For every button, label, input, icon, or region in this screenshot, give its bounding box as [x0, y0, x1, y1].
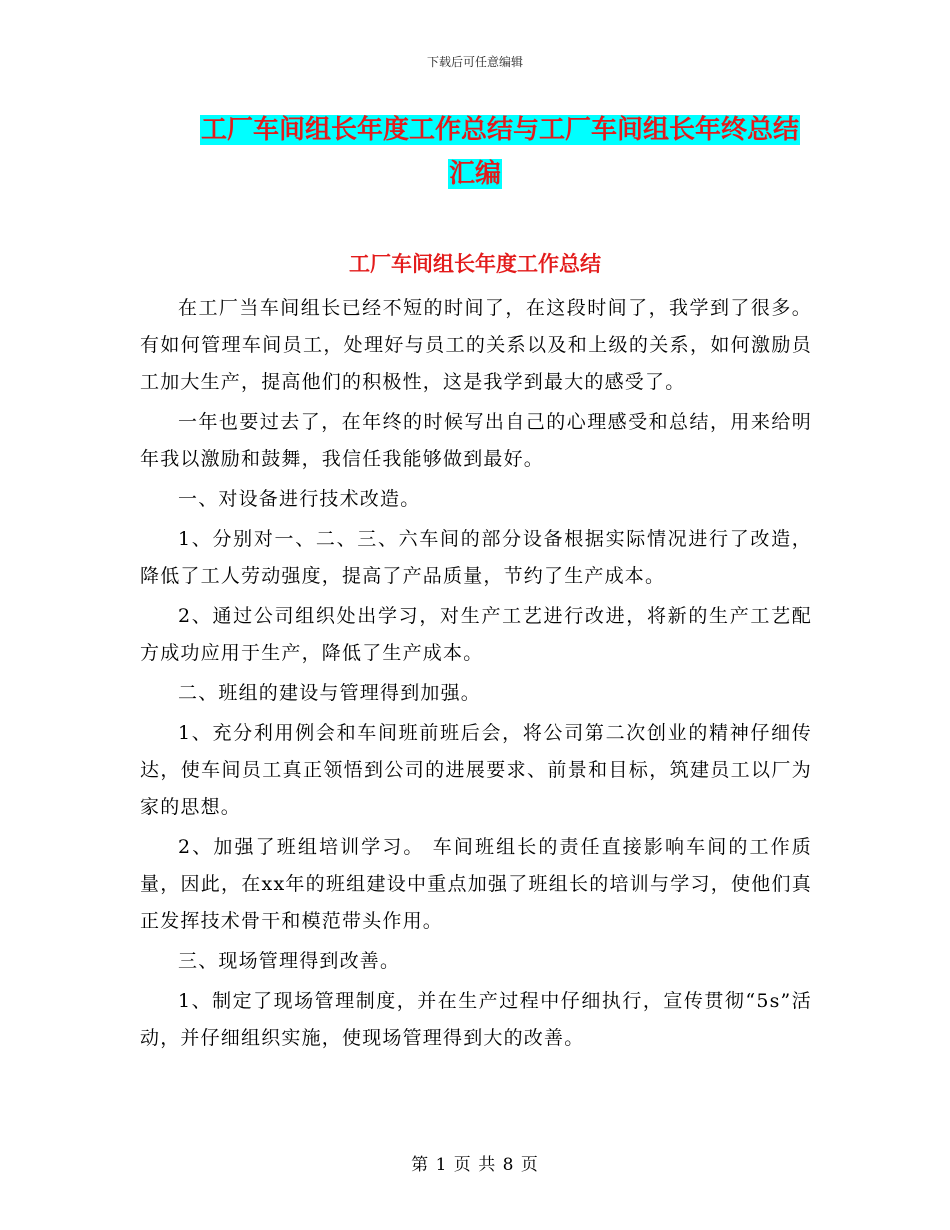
- document-title-text-2: 汇编: [448, 159, 501, 189]
- heading-section-1: 一、对设备进行技术改造。: [178, 488, 421, 510]
- paragraph-item-2-1: 1、充分利用例会和车间班前班后会，将公司第二次创业的精神仔细传达，使车间员工真正领悟到公司的进展要求、前景和目标，筑建员工以厂为家的思想。: [140, 722, 812, 818]
- page-number-footer: 第 1 页 共 8 页: [411, 1155, 539, 1175]
- heading-section-2: 二、班组的建设与管理得到加强。: [178, 682, 482, 704]
- section-title: 工厂车间组长年度工作总结: [349, 252, 601, 276]
- heading-section-3: 三、现场管理得到改善。: [178, 950, 401, 972]
- paragraph-1: 在工厂当车间组长已经不短的时间了，在这段时间了，我学到了很多。有如何管理车间员工，处理好与员工的关系以及和上级的关系，如何激励员工加大生产，提高他们的积极性，这是我学到最大的感受了。: [140, 297, 812, 393]
- document-title-line-1: [25, 115, 950, 145]
- document-body: [140, 290, 812, 1057]
- paragraph-item-1-2: 2、通过公司组织处出学习，对生产工艺进行改进，将新的生产工艺配方成功应用于生产，降低了生产成本。: [140, 605, 812, 664]
- header-note: 下载后可任意编辑: [426, 55, 523, 69]
- document-title-text-1: 工厂车间组长年度工作总结与工厂车间组长年终总结: [200, 115, 799, 145]
- paragraph-item-3-1: 1、制定了现场管理制度，并在生产过程中仔细执行，宣传贯彻“5s”活动，并仔细组织实施，使现场管理得到大的改善。: [140, 990, 812, 1049]
- document-title-line-2: [0, 159, 950, 189]
- paragraph-item-2-2: 2、加强了班组培训学习。 车间班组长的责任直接影响车间的工作质量，因此，在xx年的班组建设中重点加强了班组长的培训与学习，使他们真正发挥技术骨干和模范带头作用。: [140, 836, 812, 932]
- paragraph-item-1-1: 1、分别对一、二、三、六车间的部分设备根据实际情况进行了改造，降低了工人劳动强度，提高了产品质量，节约了生产成本。: [140, 528, 812, 587]
- paragraph-2: 一年也要过去了，在年终的时候写出自己的心理感受和总结，用来给明年我以激励和鼓舞，我信任我能够做到最好。: [140, 411, 812, 470]
